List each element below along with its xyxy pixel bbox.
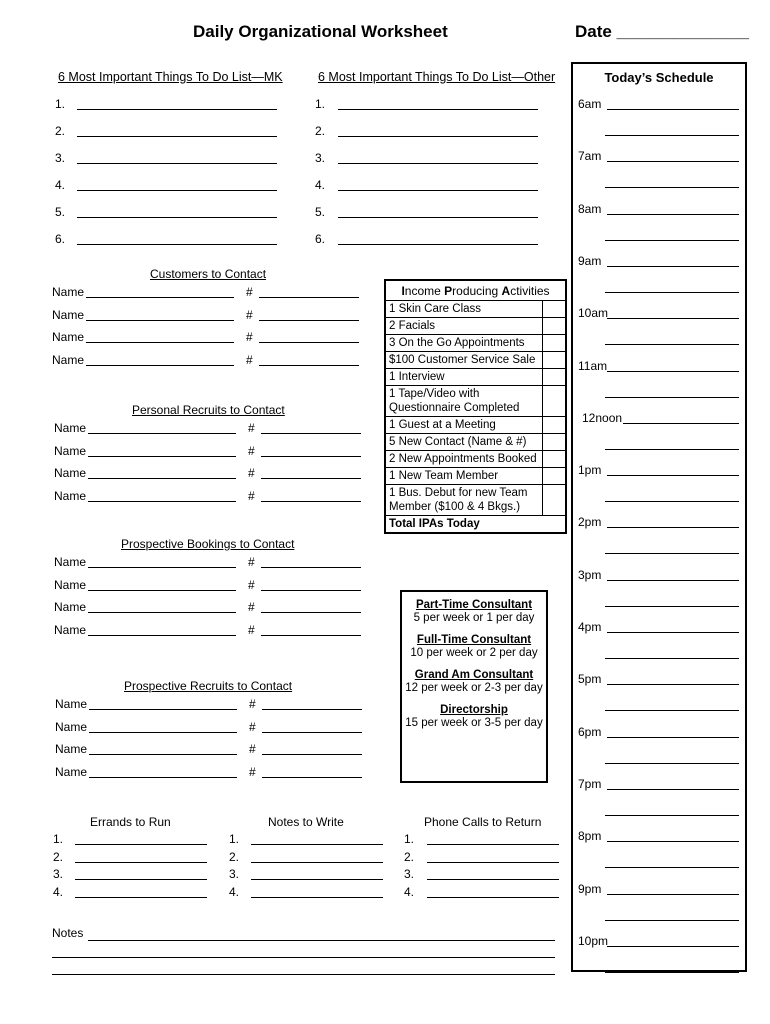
todo-item-number: 3. — [55, 151, 66, 165]
ipa-checkbox[interactable] — [542, 468, 565, 484]
todo-other-heading: 6 Most Important Things To Do List—Other — [318, 70, 556, 84]
ipa-row — [386, 369, 565, 386]
name-line[interactable] — [88, 456, 236, 457]
schedule-time-line[interactable] — [607, 841, 739, 842]
schedule-time-line[interactable] — [607, 894, 739, 895]
phone-hash-label: # — [246, 352, 253, 367]
name-line[interactable] — [88, 501, 236, 502]
name-label: Name — [52, 307, 85, 322]
ipa-row — [386, 451, 565, 468]
schedule-half-line[interactable] — [605, 240, 739, 241]
todo-item-number: 6. — [55, 232, 66, 246]
bottom-list-number: 2. — [229, 849, 240, 864]
name-label: Name — [52, 352, 85, 367]
ipa-checkbox[interactable] — [542, 301, 565, 317]
consultant-level-name: Grand Am Consultant — [414, 669, 534, 681]
ipa-checkbox[interactable] — [542, 451, 565, 467]
consultant-level-desc: 5 per week or 1 per day — [413, 612, 535, 624]
name-line[interactable] — [88, 590, 236, 591]
schedule-time-label: 6am — [578, 97, 602, 111]
phone-line[interactable] — [259, 320, 359, 321]
schedule-time-label: 1pm — [578, 463, 602, 478]
ipa-checkbox[interactable] — [542, 386, 565, 416]
ipa-checkbox[interactable] — [542, 434, 565, 450]
phone-hash-label: # — [248, 555, 255, 569]
bottom-list-heading: Phone Calls to Return — [424, 815, 542, 829]
phone-hash-label: # — [248, 600, 255, 614]
name-line[interactable] — [89, 732, 237, 733]
todo-item-line[interactable] — [77, 163, 277, 164]
ipa-title-part: A — [501, 284, 511, 298]
schedule-time-line[interactable] — [607, 318, 739, 319]
schedule-time-line[interactable] — [607, 527, 739, 528]
phone-line[interactable] — [261, 478, 361, 479]
phone-hash-label: # — [249, 764, 256, 779]
consultant-levels-box — [400, 590, 548, 783]
todo-item-number: 1. — [315, 97, 326, 111]
schedule-time-line[interactable] — [607, 161, 739, 162]
contact-section-heading: Prospective Bookings to Contact — [121, 537, 295, 551]
contact-section-heading: Prospective Recruits to Contact — [124, 679, 293, 693]
ipa-row — [386, 417, 565, 434]
schedule-time-label: 6pm — [578, 724, 602, 739]
schedule-time-line[interactable] — [607, 946, 739, 947]
schedule-half-line[interactable] — [605, 187, 739, 188]
phone-hash-label: # — [248, 443, 255, 458]
bottom-list-line[interactable] — [427, 844, 559, 845]
phone-line[interactable] — [261, 456, 361, 457]
bottom-list-number: 2. — [53, 849, 64, 864]
bottom-list-line[interactable] — [75, 844, 207, 845]
schedule-half-line[interactable] — [605, 292, 739, 293]
schedule-time-line[interactable] — [607, 737, 739, 738]
phone-line[interactable] — [259, 342, 359, 343]
name-label: Name — [54, 622, 87, 637]
contact-section-heading: Customers to Contact — [150, 267, 267, 281]
ipa-row — [386, 301, 565, 318]
todo-item-number: 5. — [315, 205, 326, 219]
ipa-title-part: P — [444, 284, 453, 298]
name-line[interactable] — [86, 297, 234, 298]
name-line[interactable] — [86, 320, 234, 321]
schedule-half-line[interactable] — [605, 920, 739, 921]
todo-item-number: 3. — [315, 151, 326, 165]
todo-item-line[interactable] — [77, 244, 277, 245]
todo-item-number: 4. — [55, 178, 66, 192]
phone-line[interactable] — [262, 709, 362, 710]
consultant-level-name: Full-Time Consultant — [416, 634, 532, 646]
schedule-half-line[interactable] — [605, 397, 739, 398]
schedule-title: Today’s Schedule — [604, 70, 714, 85]
phone-hash-label: # — [249, 697, 256, 711]
name-line[interactable] — [88, 567, 236, 568]
phone-line[interactable] — [261, 433, 361, 434]
name-line[interactable] — [88, 478, 236, 479]
schedule-half-line[interactable] — [605, 658, 739, 659]
notes-line[interactable] — [52, 974, 555, 975]
bottom-list-line[interactable] — [251, 844, 383, 845]
bottom-list-number: 4. — [404, 884, 415, 899]
todo-item-line[interactable] — [338, 190, 538, 191]
schedule-half-line[interactable] — [605, 553, 739, 554]
ipa-row-label: 1 Interview — [389, 371, 445, 383]
consultant-level-desc: 10 per week or 2 per day — [410, 647, 538, 659]
todo-item-line[interactable] — [338, 136, 538, 137]
schedule-time-label: 5pm — [578, 672, 602, 687]
ipa-row-label: 3 On the Go Appointments — [389, 337, 525, 349]
todo-mk-heading: 6 Most Important Things To Do List—MK — [58, 70, 283, 84]
phone-hash-label: # — [246, 285, 253, 299]
bottom-list-heading: Errands to Run — [90, 815, 171, 829]
bottom-list-heading: Notes to Write — [268, 815, 344, 829]
ipa-row — [386, 318, 565, 335]
notes-label: Notes — [52, 926, 84, 940]
phone-hash-label: # — [246, 307, 253, 322]
ipa-row-label: 1 Guest at a Meeting — [389, 419, 496, 431]
bottom-list-number: 4. — [229, 884, 240, 899]
todo-item-line[interactable] — [338, 109, 538, 110]
bottom-list-line[interactable] — [75, 862, 207, 863]
name-label: Name — [55, 719, 88, 734]
schedule-time-line[interactable] — [623, 423, 739, 424]
schedule-time-line[interactable] — [607, 580, 739, 581]
todo-item-number: 2. — [315, 124, 326, 138]
todo-item-line[interactable] — [338, 217, 538, 218]
name-label: Name — [52, 330, 85, 344]
schedule-half-line[interactable] — [605, 972, 739, 973]
ipa-checkbox[interactable] — [542, 369, 565, 385]
phone-line[interactable] — [259, 365, 359, 366]
schedule-time-label: 7am — [578, 149, 602, 164]
ipa-checkbox[interactable] — [542, 485, 565, 515]
schedule-time-line[interactable] — [607, 789, 739, 790]
schedule-time-label: 7pm — [578, 776, 602, 791]
ipa-row — [386, 434, 565, 451]
ipa-row — [386, 352, 565, 369]
schedule-time-label: 8am — [578, 201, 602, 216]
phone-line[interactable] — [262, 732, 362, 733]
ipa-row-label: 1 Bus. Debut for new Team Member ($100 & 4 Bkgs.) — [389, 487, 528, 513]
bottom-list-number: 4. — [53, 884, 64, 899]
ipa-row — [386, 335, 565, 352]
bottom-list-line[interactable] — [427, 897, 559, 898]
schedule-time-label: 10pm — [578, 933, 609, 948]
name-line[interactable] — [88, 635, 236, 636]
todo-item-line[interactable] — [338, 244, 538, 245]
schedule-time-line[interactable] — [607, 371, 739, 372]
todo-item-line[interactable] — [77, 190, 277, 191]
ipa-row — [386, 386, 565, 417]
phone-line[interactable] — [261, 567, 361, 568]
notes-line[interactable] — [88, 940, 555, 941]
bottom-list-number: 1. — [229, 832, 240, 846]
todo-item-line[interactable] — [77, 136, 277, 137]
ipa-row-label: 1 Skin Care Class — [389, 303, 482, 315]
name-label: Name — [54, 577, 87, 592]
consultant-level-name: Directorship — [440, 704, 508, 716]
page-title: Daily Organizational Worksheet — [193, 22, 448, 41]
ipa-title — [386, 281, 565, 301]
ipa-title-part: roducing — [452, 284, 502, 298]
schedule-time-label: 8pm — [578, 829, 602, 844]
phone-hash-label: # — [248, 488, 255, 503]
schedule-half-line[interactable] — [605, 867, 739, 868]
ipa-checkbox[interactable] — [542, 318, 565, 334]
todo-item-line[interactable] — [77, 217, 277, 218]
phone-line[interactable] — [262, 754, 362, 755]
bottom-list-line[interactable] — [427, 862, 559, 863]
schedule-time-line[interactable] — [607, 684, 739, 685]
schedule-time-label: 9pm — [578, 881, 602, 896]
ipa-checkbox[interactable] — [542, 335, 565, 351]
schedule-half-line[interactable] — [605, 815, 739, 816]
name-label: Name — [52, 285, 85, 299]
bottom-list-line[interactable] — [427, 879, 559, 880]
ipa-row-label: $100 Customer Service Sale — [389, 354, 536, 366]
phone-hash-label: # — [248, 421, 255, 435]
bottom-list-number: 1. — [53, 832, 64, 846]
schedule-time-label: 4pm — [578, 620, 602, 634]
ipa-title-part: I — [401, 284, 405, 298]
schedule-half-line[interactable] — [605, 501, 739, 502]
name-line[interactable] — [89, 777, 237, 778]
phone-hash-label: # — [249, 742, 256, 756]
bottom-list-line[interactable] — [75, 897, 207, 898]
name-label: Name — [55, 697, 88, 711]
consultant-level-name: Part-Time Consultant — [415, 599, 533, 611]
name-line[interactable] — [86, 365, 234, 366]
todo-item-number: 5. — [55, 205, 66, 219]
schedule-half-line[interactable] — [605, 449, 739, 450]
todays-schedule — [571, 62, 747, 972]
bottom-list-line[interactable] — [251, 879, 383, 880]
ipa-checkbox[interactable] — [542, 417, 565, 433]
name-label: Name — [54, 488, 87, 503]
phone-hash-label: # — [249, 719, 256, 734]
bottom-list-number: 3. — [229, 867, 240, 881]
bottom-list-number: 3. — [404, 867, 415, 881]
name-label: Name — [54, 555, 87, 569]
phone-hash-label: # — [248, 466, 255, 480]
income-producing-activities-table — [384, 279, 567, 534]
name-line[interactable] — [86, 342, 234, 343]
name-line[interactable] — [89, 709, 237, 710]
ipa-row-label: 1 Tape/Video with Questionnaire Completed — [389, 388, 520, 414]
consultant-level-desc: 12 per week or 2-3 per day — [405, 682, 543, 694]
phone-line[interactable] — [262, 777, 362, 778]
name-label: Name — [54, 466, 87, 480]
schedule-time-line[interactable] — [607, 266, 739, 267]
name-label: Name — [54, 600, 87, 614]
bottom-list-line[interactable] — [251, 897, 383, 898]
todo-item-number: 2. — [55, 124, 66, 138]
ipa-row-label: 2 Facials — [389, 320, 436, 332]
ipa-row — [386, 485, 565, 516]
bottom-list-number: 2. — [404, 849, 415, 864]
todo-item-number: 6. — [315, 232, 326, 246]
ipa-row-label: 2 New Appointments Booked — [389, 453, 537, 465]
ipa-rows — [386, 301, 565, 532]
schedule-half-line[interactable] — [605, 710, 739, 711]
phone-line[interactable] — [261, 501, 361, 502]
schedule-time-label: 12noon — [582, 410, 623, 425]
consultant-level-desc: 15 per week or 3-5 per day — [405, 717, 543, 729]
name-label: Name — [54, 421, 87, 435]
phone-line[interactable] — [261, 612, 361, 613]
todo-item-number: 1. — [55, 97, 66, 111]
phone-hash-label: # — [248, 622, 255, 637]
phone-hash-label: # — [246, 330, 253, 344]
name-label: Name — [55, 742, 88, 756]
bottom-list-line[interactable] — [251, 862, 383, 863]
schedule-half-line[interactable] — [605, 606, 739, 607]
schedule-half-line[interactable] — [605, 135, 739, 136]
contact-section-heading: Personal Recruits to Contact — [132, 403, 285, 417]
ipa-checkbox[interactable] — [542, 352, 565, 368]
phone-line[interactable] — [259, 297, 359, 298]
phone-line[interactable] — [261, 635, 361, 636]
schedule-time-label: 10am — [578, 306, 609, 321]
bottom-list-number: 1. — [404, 832, 415, 846]
name-label: Name — [55, 764, 88, 779]
ipa-title-part: ctivities — [510, 284, 550, 298]
ipa-row-label: 5 New Contact (Name & #) — [389, 436, 527, 448]
todo-item-line[interactable] — [77, 109, 277, 110]
bottom-list-line[interactable] — [75, 879, 207, 880]
phone-line[interactable] — [261, 590, 361, 591]
date-field[interactable]: Date ______________ — [575, 22, 749, 41]
schedule-time-label: 11am — [578, 358, 608, 373]
bottom-list-number: 3. — [53, 867, 64, 881]
schedule-time-line[interactable] — [607, 632, 739, 633]
schedule-half-line[interactable] — [605, 763, 739, 764]
ipa-total-label: Total IPAs Today — [389, 518, 480, 530]
notes-line[interactable] — [52, 957, 555, 958]
name-line[interactable] — [88, 612, 236, 613]
name-line[interactable] — [88, 433, 236, 434]
schedule-time-line[interactable] — [607, 475, 739, 476]
ipa-title-part: ncome — [404, 284, 445, 298]
schedule-time-label: 2pm — [578, 515, 602, 530]
ipa-total-row — [386, 516, 565, 532]
name-label: Name — [54, 443, 87, 458]
todo-item-line[interactable] — [338, 163, 538, 164]
todo-item-number: 4. — [315, 178, 326, 192]
ipa-row-label: 1 New Team Member — [389, 470, 499, 482]
schedule-half-line[interactable] — [605, 344, 739, 345]
name-line[interactable] — [89, 754, 237, 755]
schedule-time-line[interactable] — [607, 214, 739, 215]
schedule-time-line[interactable] — [607, 109, 739, 110]
ipa-row — [386, 468, 565, 485]
schedule-time-label: 3pm — [578, 567, 602, 582]
schedule-time-label: 9am — [578, 253, 602, 268]
phone-hash-label: # — [248, 577, 255, 592]
